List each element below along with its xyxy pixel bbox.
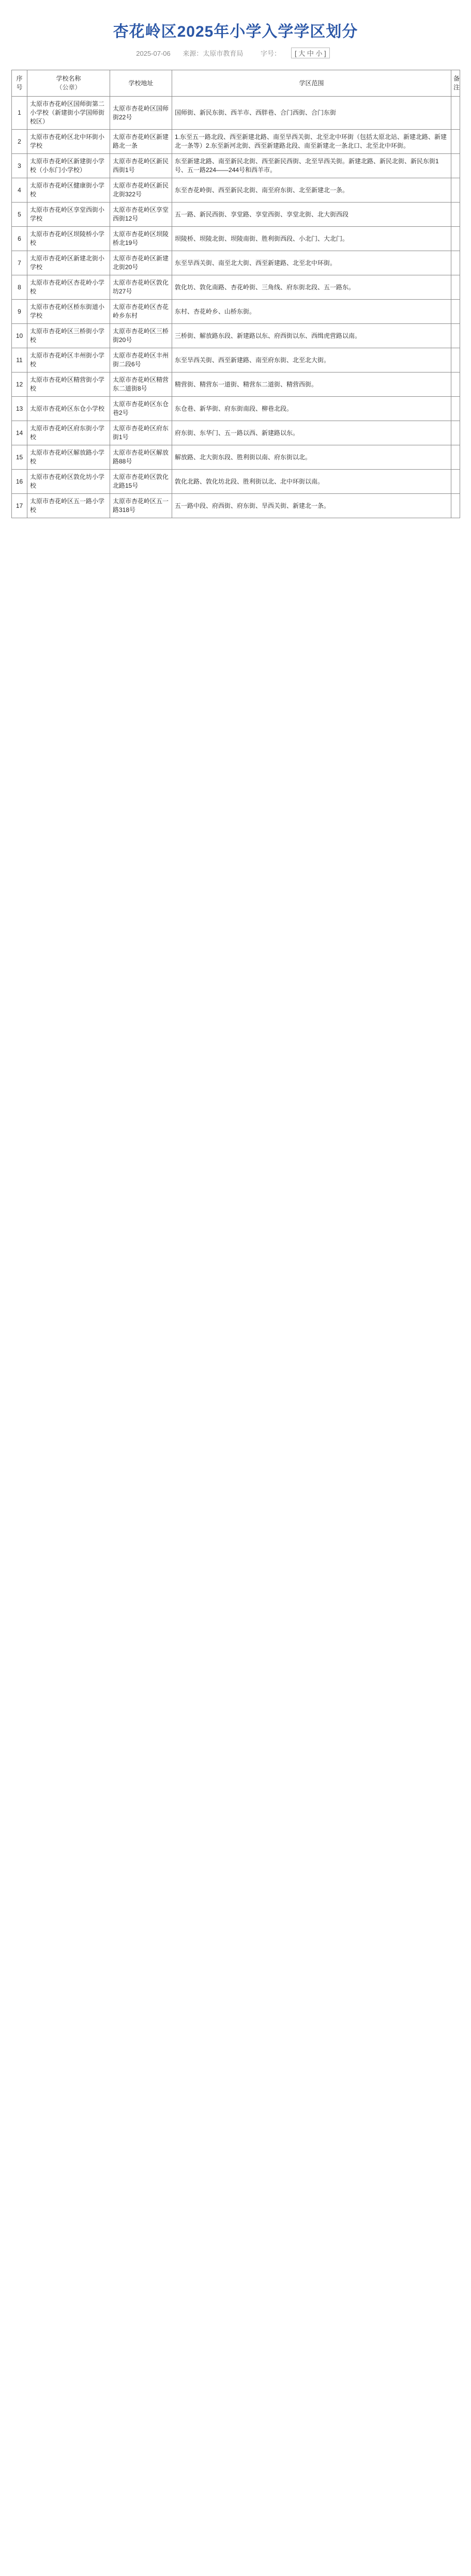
cell-school-name: 太原市杏花岭区坝陵桥小学校 (27, 227, 110, 251)
cell-note (451, 470, 460, 494)
table-row (12, 203, 460, 227)
fontsize-label: 字号： (261, 50, 281, 57)
fontsize-switch[interactable]: [ 大 中 小 ] (291, 48, 330, 58)
cell-district-range: 三桥街、解放路东段、新建路以东、府西街以东、西缉虎营路以南。 (172, 324, 451, 348)
cell-note (451, 445, 460, 470)
cell-district-range: 东至旱西关街、西至新建路、南至府东街、北至北大街。 (172, 348, 451, 373)
cell-school-address: 太原市杏花岭区三桥街20号 (110, 324, 172, 348)
source-label: 来源：太原市教育局 (183, 50, 244, 57)
cell-note (451, 397, 460, 421)
col-header-name-sub: （公章） (56, 84, 81, 91)
cell-school-address: 太原市杏花岭区新民西街1号 (110, 154, 172, 178)
cell-school-address: 太原市杏花岭区五一路318号 (110, 494, 172, 518)
cell-school-address: 太原市杏花岭区敦化北路15号 (110, 470, 172, 494)
cell-school-address: 太原市杏花岭区解放路88号 (110, 445, 172, 470)
cell-district-range: 解放路、北大街东段、胜利街以南、府东街以北。 (172, 445, 451, 470)
cell-school-name: 太原市杏花岭区精营街小学校 (27, 373, 110, 397)
cell-school-name: 太原市杏花岭区丰州街小学校 (27, 348, 110, 373)
cell-index: 1 (12, 97, 27, 130)
col-header-addr: 学校地址 (110, 70, 172, 97)
cell-school-name: 太原市杏花岭区敦化坊小学校 (27, 470, 110, 494)
cell-school-name: 太原市杏花岭区北中环街小学校 (27, 130, 110, 154)
cell-school-name: 太原市杏花岭区健康街小学校 (27, 178, 110, 203)
cell-note (451, 130, 460, 154)
cell-index: 13 (12, 397, 27, 421)
cell-index: 2 (12, 130, 27, 154)
cell-school-name: 太原市杏花岭区府东街小学校 (27, 421, 110, 445)
table-row (12, 300, 460, 324)
cell-school-address: 太原市杏花岭区享堂西街12号 (110, 203, 172, 227)
cell-school-name: 太原市杏花岭区三桥街小学校 (27, 324, 110, 348)
cell-index: 8 (12, 275, 27, 300)
cell-index: 15 (12, 445, 27, 470)
cell-note (451, 348, 460, 373)
cell-note (451, 97, 460, 130)
table-row (12, 494, 460, 518)
cell-school-name: 太原市杏花岭区五一路小学校 (27, 494, 110, 518)
table-row (12, 227, 460, 251)
publish-date: 2025-07-06 (136, 50, 171, 57)
cell-district-range: 坝陵桥、坝陵北街、坝陵南街、胜利街西段、小北门、大北门。 (172, 227, 451, 251)
table-row (12, 470, 460, 494)
table-row (12, 348, 460, 373)
cell-index: 4 (12, 178, 27, 203)
table-row (12, 251, 460, 275)
cell-school-address: 太原市杏花岭区敦化坊27号 (110, 275, 172, 300)
cell-note (451, 300, 460, 324)
cell-index: 12 (12, 373, 27, 397)
table-row (12, 275, 460, 300)
cell-index: 16 (12, 470, 27, 494)
cell-school-address: 太原市杏花岭区坝陵桥北19号 (110, 227, 172, 251)
cell-index: 5 (12, 203, 27, 227)
cell-school-address: 太原市杏花岭区新民北街322号 (110, 178, 172, 203)
cell-note (451, 421, 460, 445)
table-row (12, 445, 460, 470)
cell-school-address: 太原市杏花岭区东仓巷2号 (110, 397, 172, 421)
fontsize-control (255, 50, 335, 57)
table-row (12, 397, 460, 421)
cell-index: 17 (12, 494, 27, 518)
cell-district-range: 府东街、东华门、五一路以西、新建路以东。 (172, 421, 451, 445)
cell-school-address: 太原市杏花岭区新建北街20号 (110, 251, 172, 275)
cell-index: 9 (12, 300, 27, 324)
cell-school-name: 太原市杏花岭区东仓小学校 (27, 397, 110, 421)
table-row (12, 97, 460, 130)
table-row (12, 324, 460, 348)
cell-school-name: 太原市杏花岭区桥东街道小学校 (27, 300, 110, 324)
cell-school-name: 太原市杏花岭区杏花岭小学校 (27, 275, 110, 300)
district-table (11, 70, 460, 518)
cell-note (451, 373, 460, 397)
table-row (12, 130, 460, 154)
page (0, 0, 471, 539)
cell-index: 10 (12, 324, 27, 348)
cell-note (451, 154, 460, 178)
cell-index: 14 (12, 421, 27, 445)
cell-district-range: 精营街、精营东一道街、精营东二道街、精营西街。 (172, 373, 451, 397)
cell-note (451, 227, 460, 251)
cell-school-address: 太原市杏花岭区国师街22号 (110, 97, 172, 130)
cell-school-address: 太原市杏花岭区府东街1号 (110, 421, 172, 445)
cell-school-name: 太原市杏花岭区国师街第二小学校（新建街小学国师街校区） (27, 97, 110, 130)
cell-school-address: 太原市杏花岭区精营东二道街8号 (110, 373, 172, 397)
article-meta (11, 41, 460, 70)
table-row (12, 421, 460, 445)
cell-school-name: 太原市杏花岭区新建北街小学校 (27, 251, 110, 275)
table-row (12, 178, 460, 203)
table-body (12, 97, 460, 518)
cell-district-range: 东至旱西关街、南至北大街、西至新建路、北至北中环街。 (172, 251, 451, 275)
cell-school-name: 太原市杏花岭区新建街小学校（小东门小学校） (27, 154, 110, 178)
cell-district-range: 五一路中段、府西街、府东街、旱西关街、新建北一条。 (172, 494, 451, 518)
col-header-name (27, 70, 110, 97)
cell-school-address: 太原市杏花岭区丰州街二段6号 (110, 348, 172, 373)
cell-district-range: 东至新建北路、南至新民北街、西至新民西街、北至旱西关街。新建北路、新民北街、新民东街1号、五一路224——244号和西羊市。 (172, 154, 451, 178)
cell-school-address: 太原市杏花岭区新建路北一条 (110, 130, 172, 154)
table-row (12, 154, 460, 178)
col-header-note: 备注 (451, 70, 460, 97)
cell-note (451, 275, 460, 300)
cell-note (451, 251, 460, 275)
cell-note (451, 178, 460, 203)
cell-district-range: 1.东至五一路北段、西至新建北路、南至旱西关街、北至北中环街（包括太原北站、新建北路、新建北一条等）2.东至新河北街、西至新建路北段、南至新建北一条北口、北至北中环街。 (172, 130, 451, 154)
table-row (12, 373, 460, 397)
cell-index: 7 (12, 251, 27, 275)
cell-school-address: 太原市杏花岭区杏花岭乡东村 (110, 300, 172, 324)
cell-school-name: 太原市杏花岭区享堂西街小学校 (27, 203, 110, 227)
cell-school-name: 太原市杏花岭区解放路小学校 (27, 445, 110, 470)
cell-district-range: 五一路、新民西街、享堂路、享堂西街、享堂北街、北大街西段 (172, 203, 451, 227)
cell-index: 6 (12, 227, 27, 251)
cell-district-range: 东仓巷、新华街、府东街南段、柳巷北段。 (172, 397, 451, 421)
page-title: 杏花岭区2025年小学入学学区划分 (113, 23, 358, 40)
cell-index: 3 (12, 154, 27, 178)
table-header-row (12, 70, 460, 97)
cell-district-range: 敦化北路、敦化坊北段、胜利街以北、北中环街以南。 (172, 470, 451, 494)
cell-note (451, 494, 460, 518)
cell-index: 11 (12, 348, 27, 373)
cell-note (451, 324, 460, 348)
cell-district-range: 敦化坊、敦化南路、杏花岭街、三角线、府东街北段、五一路东。 (172, 275, 451, 300)
col-header-range: 学区范围 (172, 70, 451, 97)
col-header-idx: 序号 (12, 70, 27, 97)
col-header-name-main: 学校名称 (56, 75, 81, 82)
cell-district-range: 东至杏花岭街、西至新民北街、南至府东街、北至新建北一条。 (172, 178, 451, 203)
cell-note (451, 203, 460, 227)
cell-district-range: 东村、杏花岭乡、山桥东街。 (172, 300, 451, 324)
cell-district-range: 国师街、新民东街、西羊市、西胖巷、合门西街、合门东街 (172, 97, 451, 130)
